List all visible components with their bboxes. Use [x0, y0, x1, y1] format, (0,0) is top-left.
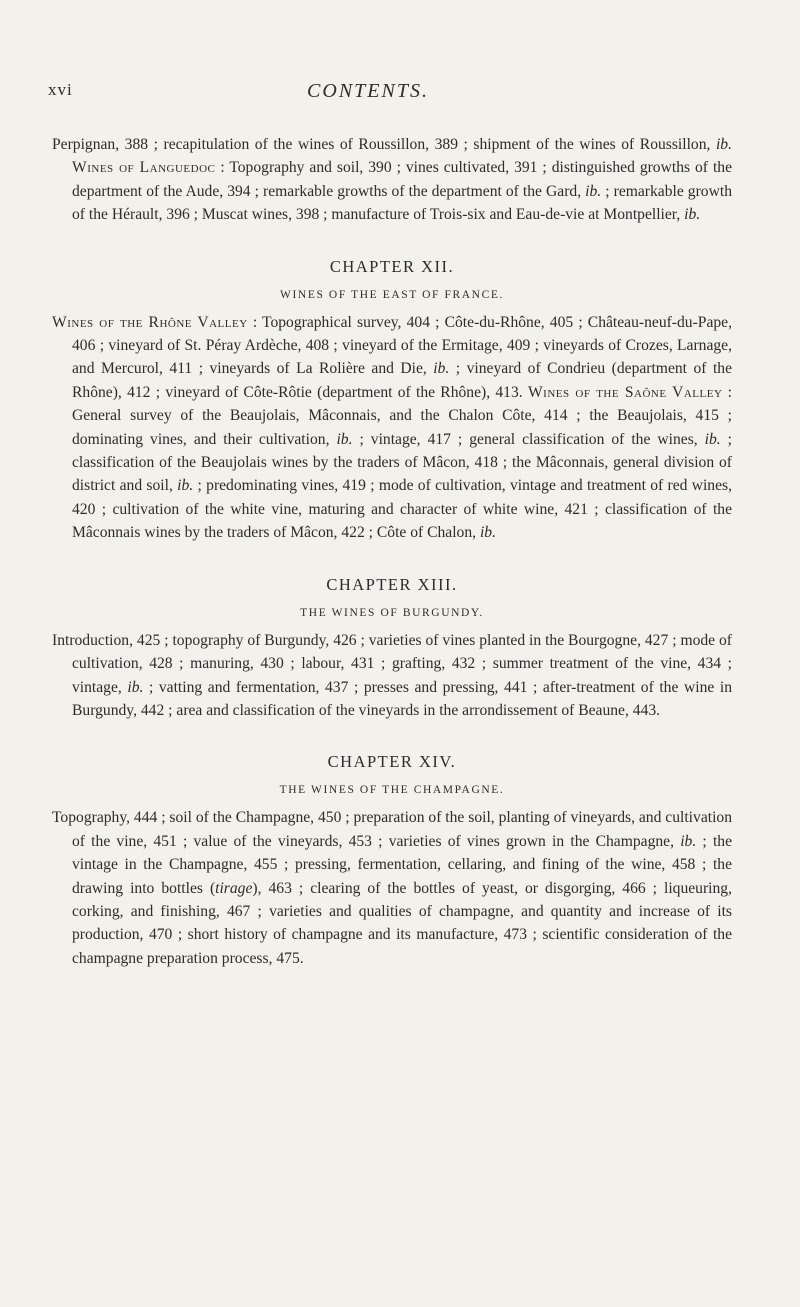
italic-term: tirage	[215, 879, 253, 897]
text-run: ), 463 ; clearing of the bottles of yeast, or disgorging, 466 ; liqueuring, corking, and finishing, 467 ; varieties and qualities of champagne, and quantity and increase of its production, 470 ; short history of champagne and its manufacture, 473 ; scientific consideration of the champagne preparation process, 475.	[72, 879, 733, 967]
chapter-xii-subtitle: WINES OF THE EAST OF FRANCE.	[280, 288, 504, 301]
chapter-xiii-subtitle: THE WINES OF BURGUNDY.	[300, 606, 484, 619]
chapter-xiv-entries	[52, 806, 732, 970]
running-title: CONTENTS.	[307, 80, 429, 102]
text-run: ; vintage, 417 ; general classification of the wines,	[352, 430, 705, 448]
page-number: xvi	[48, 80, 73, 99]
section-heading-languedoc: Wines of Languedoc	[72, 159, 216, 177]
ibid-mark: ib.	[479, 524, 496, 542]
page-header	[48, 80, 688, 106]
ibid-mark: ib.	[585, 182, 602, 200]
ibid-mark: ib.	[177, 477, 194, 495]
ibid-mark: ib.	[433, 360, 450, 378]
text-run: Introduction, 425 ; topography of Burgundy, 426 ; varieties of vines planted in the Bourgogne, 427 ; mode of cultivation, 428 ; manuring, 430 ; labour, 431 ; grafting, 432 ; summer treatment of the vine, 434 ; vintage,	[52, 631, 732, 696]
ibid-mark: ib.	[715, 136, 732, 153]
ibid-mark: ib.	[336, 430, 353, 448]
text-run: ; vatting and fermentation, 437 ; presses and pressing, 441 ; after-treatment of the wine in Burgundy, 442 ; area and classification of the vineyards in the arrondissement of Beaune, 443.	[72, 678, 732, 719]
contents-body	[52, 133, 732, 970]
chapter-xii-entries	[52, 311, 732, 545]
text-run: : Topography and soil, 390 ; vines cultivated, 391 ; distinguished growths of the department of the Aude, 394 ; remarkable growths of the department of the Gard,	[72, 159, 733, 200]
text-run: Topography, 444 ; soil of the Champagne, 450 ; preparation of the soil, planting of vineyards, and cultivation of the vine, 451 ; value of the vineyards, 453 ; varieties of vines grown in the Champagne,	[52, 809, 732, 850]
section-heading-rhone: Wines of the Rhône Valley	[52, 313, 248, 331]
chapter-xi-continuation	[52, 133, 732, 227]
text-run: ; predominating vines, 419 ; mode of cultivation, vintage and treatment of red wines, 420 ; cultivation of the white vine, maturing and character of white wine, 421 ; classification of the Mâconnais wines by the traders of Mâcon, 422 ; Côte of Chalon,	[72, 477, 732, 542]
text-run: ; the vintage in the Champagne, 455 ; pressing, fermentation, cellaring, and fining of the wine, 458 ; the drawing into bottles (	[72, 832, 732, 897]
section-heading-saone: Wines of the Saône Valley	[527, 383, 723, 401]
ibid-mark: ib.	[127, 678, 144, 696]
chapter-xiii-entries	[52, 629, 732, 723]
text-run: : Topographical survey, 404 ; Côte-du-Rhône, 405 ; Château-neuf-du-Pape, 406 ; vineyard of St. Péray Ardèche, 408 ; vineyard of the Ermitage, 409 ; vineyards of Crozes, Larnage, and Mercurol, 411 ; vineyards of La Rolière and Die,	[72, 313, 732, 378]
chapter-xii-title: CHAPTER XII.	[329, 256, 455, 276]
text-run: Perpignan, 388 ; recapitulation of the wines of Roussillon, 389 ; shipment of the wines of Roussillon,	[52, 136, 716, 153]
chapter-xiv-title: CHAPTER XIV.	[327, 752, 457, 772]
chapter-xiv-subtitle: THE WINES OF THE CHAMPAGNE.	[279, 784, 505, 797]
text-run: ; remarkable growth of the Hérault, 396 ; Muscat wines, 398 ; manufacture of Trois-six and Eau-de-vie at Montpellier,	[72, 182, 732, 224]
ibid-mark: ib.	[680, 832, 697, 850]
text-run: : General survey of the Beaujolais, Mâconnais, and the Chalon Côte, 414 ; the Beaujolais, 415 ; dominating vines, and their cultivation,	[72, 383, 732, 448]
text-run: ; classification of the Beaujolais wines by the traders of Mâcon, 418 ; the Mâconnais, general division of district and soil,	[72, 430, 733, 495]
ibid-mark: ib.	[684, 206, 701, 224]
chapter-xiii-title: CHAPTER XIII.	[326, 574, 458, 594]
text-run: ; vineyard of Condrieu (department of the Rhône), 412 ; vineyard of Côte-Rôtie (department of the Rhône), 413.	[72, 360, 732, 401]
ibid-mark: ib.	[704, 430, 721, 448]
